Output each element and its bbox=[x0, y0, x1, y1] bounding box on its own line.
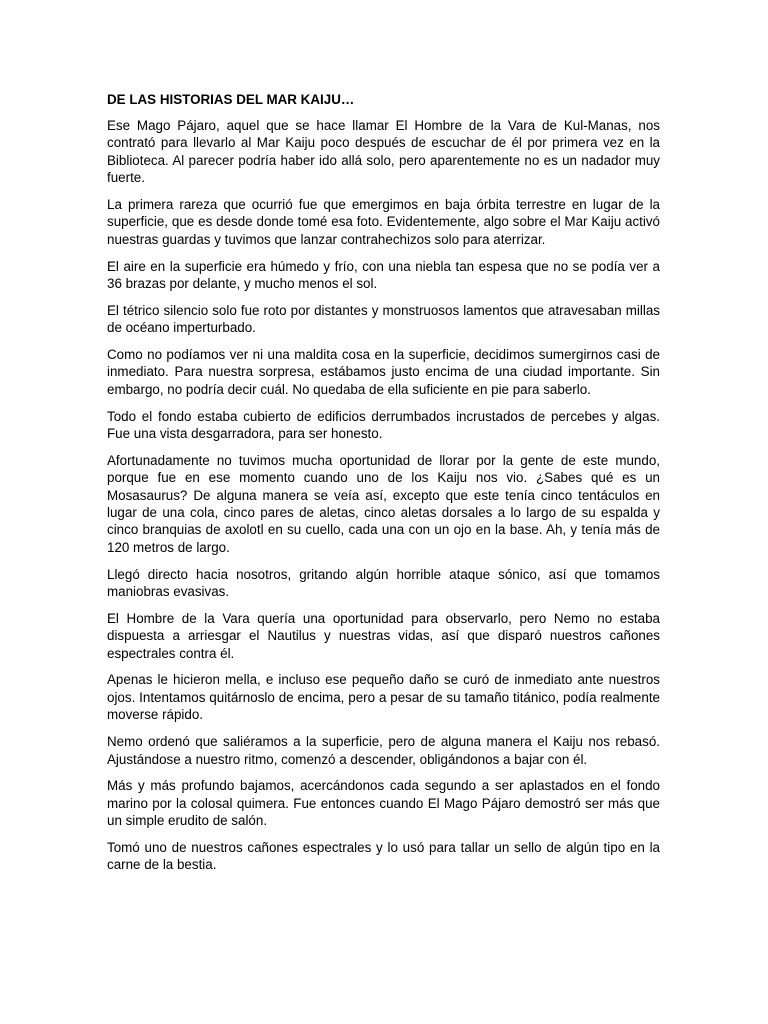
paragraph: Como no podíamos ver ni una maldita cosa en la superficie, decidimos sumergirnos casi de inmediato. Para nuestra sorpresa, estábamos justo encima de una ciudad importante. Sin embargo, no podría decir cuál. No quedaba de ella suficiente en pie para saberlo. bbox=[107, 347, 660, 397]
paragraph: La primera rareza que ocurrió fue que emergimos en baja órbita terrestre en lugar de la superficie, que es desde donde tomé esa foto. Evidentemente, algo sobre el Mar Kaiju activó nuestras guardas y tuvimos que lanzar contrahechizos solo para aterrizar. bbox=[107, 197, 660, 247]
paragraph: Llegó directo hacia nosotros, gritando algún horrible ataque sónico, así que tomamos maniobras evasivas. bbox=[107, 566, 660, 600]
paragraph: El tétrico silencio solo fue roto por distantes y monstruosos lamentos que atravesaban millas de océano imperturbado. bbox=[107, 302, 660, 336]
paragraph: Apenas le hicieron mella, e incluso ese pequeño daño se curó de inmediato ante nuestros ojos. Intentamos quitárnoslo de encima, pero a pesar de su tamaño titánico, podía realmente moverse rápido. bbox=[107, 672, 660, 723]
paragraph: Más y más profundo bajamos, acercándonos cada segundo a ser aplastados en el fondo marino por la colosal quimera. Fue entonces cuando El Mago Pájaro demostró ser más que un simple erudito de salón. bbox=[107, 778, 660, 829]
paragraph: Ese Mago Pájaro, aquel que se hace llamar El Hombre de la Vara de Kul-Manas, nos contrató para llevarlo al Mar Kaiju poco después de escuchar de él por primera vez en la Biblioteca. Al parecer podría haber ido allá solo, pero aparentemente no es un nadador muy fuerte. bbox=[107, 118, 660, 186]
paragraph: Nemo ordenó que saliéramos a la superficie, pero de alguna manera el Kaiju nos rebasó. Ajustándose a nuestro ritmo, comenzó a descender, obligándonos a bajar con él. bbox=[107, 734, 660, 767]
document-page bbox=[107, 91, 660, 883]
paragraph: Todo el fondo estaba cubierto de edificios derrumbados incrustados de percebes y algas. Fue una vista desgarradora, para ser honesto. bbox=[107, 408, 660, 442]
paragraph: Afortunadamente no tuvimos mucha oportunidad de llorar por la gente de este mundo, porque fue en ese momento cuando uno de los Kaiju nos vio. ¿Sabes qué es un Mosasaurus? De alguna manera se veía así, excepto que este tenía cinco tentáculos en lugar de una cola, cinco pares de aletas, cinco aletas dorsales a lo largo de su espalda y cinco branquias de axolotl en su cuello, cada una con un ojo en la base. Ah, y tenía más de 120 metros de largo. bbox=[107, 452, 660, 555]
paragraph: Tomó uno de nuestros cañones espectrales y lo usó para tallar un sello de algún tipo en la carne de la bestia. bbox=[107, 839, 660, 873]
document-title: DE LAS HISTORIAS DEL MAR KAIJU… bbox=[107, 92, 355, 107]
paragraph: El aire en la superficie era húmedo y frío, con una niebla tan espesa que no se podía ver a 36 brazas por delante, y mucho menos el sol. bbox=[107, 258, 660, 292]
paragraph: El Hombre de la Vara quería una oportunidad para observarlo, pero Nemo no estaba dispuesta a arriesgar el Nautilus y nuestras vidas, así que disparó nuestros cañones espectrales contra él. bbox=[107, 610, 660, 661]
